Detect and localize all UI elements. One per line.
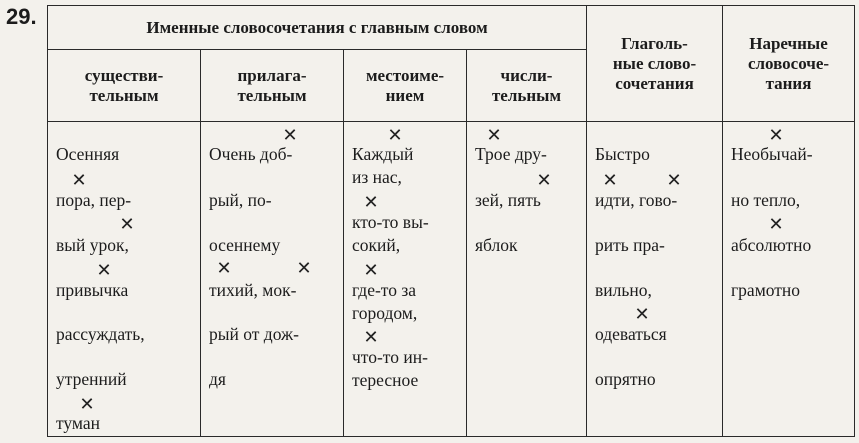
cross-mark-icon: ✕ [296,258,312,279]
cell-adjective [201,122,344,437]
cross-mark-icon: ✕ [363,327,379,348]
text-line: Очень доб- [209,144,293,164]
text-line: кто-то вы- [352,212,429,232]
text-line: Быстро [595,144,650,164]
text-line: абсолютно [731,235,812,255]
cross-mark-icon: ✕ [216,258,232,279]
header-adjective-line: тельным [237,85,307,105]
text-line: дя [209,369,226,389]
cell-adverbial [723,122,855,437]
cell-verbal [587,122,723,437]
cross-mark-icon: ✕ [602,170,618,191]
cross-mark-icon: ✕ [536,170,552,191]
cross-mark-icon: ✕ [282,125,298,146]
text-line: идти, гово- [595,190,678,210]
text-line: Каждый [352,144,414,164]
text-line: городом, [352,303,418,323]
cell-noun [48,122,201,437]
text-line: рассуждать, [56,324,145,344]
header-pronoun-line: местоиме- [365,65,445,85]
header-adverbial-line: Наречные [749,33,828,53]
header-pronoun [344,50,467,122]
cross-mark-icon: ✕ [387,125,403,146]
header-adjective [201,50,344,122]
header-numeral [467,50,587,122]
cell-numeral [467,122,587,437]
text-line: одеваться [595,324,667,344]
text-line: рый от дож- [209,324,299,344]
cross-mark-icon: ✕ [363,192,379,213]
text-line: опрятно [595,369,656,389]
cross-mark-icon: ✕ [79,394,95,415]
cross-mark-icon: ✕ [768,214,784,235]
header-verbal-line: ные слово- [612,53,697,73]
header-adverbial-line: словосоче- [747,53,830,73]
text-line: Необычай- [731,144,813,164]
text-line: где-то за [352,280,417,300]
text-line: из нас, [352,167,402,187]
text-line: Трое дру- [475,144,547,164]
cell-pronoun [344,122,467,437]
text-line: привычка [56,280,129,300]
cross-mark-icon: ✕ [363,260,379,281]
text-line: яблок [475,235,518,255]
text-line: вый урок, [56,235,129,255]
text-line: что-то ин- [352,347,428,367]
text-line: туман [56,413,101,433]
text-line: сокий, [352,235,401,255]
text-line: пора, пер- [56,190,132,210]
phrases-table [47,5,855,437]
header-verbal-line: Глаголь- [621,33,688,53]
text-line: Осенняя [56,144,120,164]
header-adjective-line: прилага- [237,65,307,85]
text-line: грамотно [731,280,801,300]
text-line: тихий, мок- [209,280,297,300]
cross-mark-icon: ✕ [486,125,502,146]
text-line: но тепло, [731,190,801,210]
header-numeral-line: тельным [491,85,562,105]
text-line: зей, пять [475,190,541,210]
header-nominal: Именные словосочетания с главным словом [48,6,587,50]
header-noun-line: существи- [84,65,164,85]
header-adverbial [723,6,855,122]
header-pronoun-line: нием [385,85,425,105]
text-line: вильно, [595,280,652,300]
text-line: рить пра- [595,235,665,255]
header-numeral-line: числи- [500,65,553,85]
header-noun [48,50,201,122]
text-line: тересное [352,370,419,390]
cross-mark-icon: ✕ [96,260,112,281]
cross-mark-icon: ✕ [768,125,784,146]
cross-mark-icon: ✕ [634,304,650,325]
cross-mark-icon: ✕ [119,214,135,235]
task-number: 29. [6,4,37,29]
text-line: осеннему [209,235,281,255]
cross-mark-icon: ✕ [71,170,87,191]
header-adverbial-line: тания [765,73,812,93]
header-verbal-line: сочетания [615,73,694,93]
text-line: утренний [56,369,127,389]
header-noun-line: тельным [89,85,159,105]
text-line: рый, по- [209,190,272,210]
cross-mark-icon: ✕ [666,170,682,191]
header-verbal [587,6,723,122]
